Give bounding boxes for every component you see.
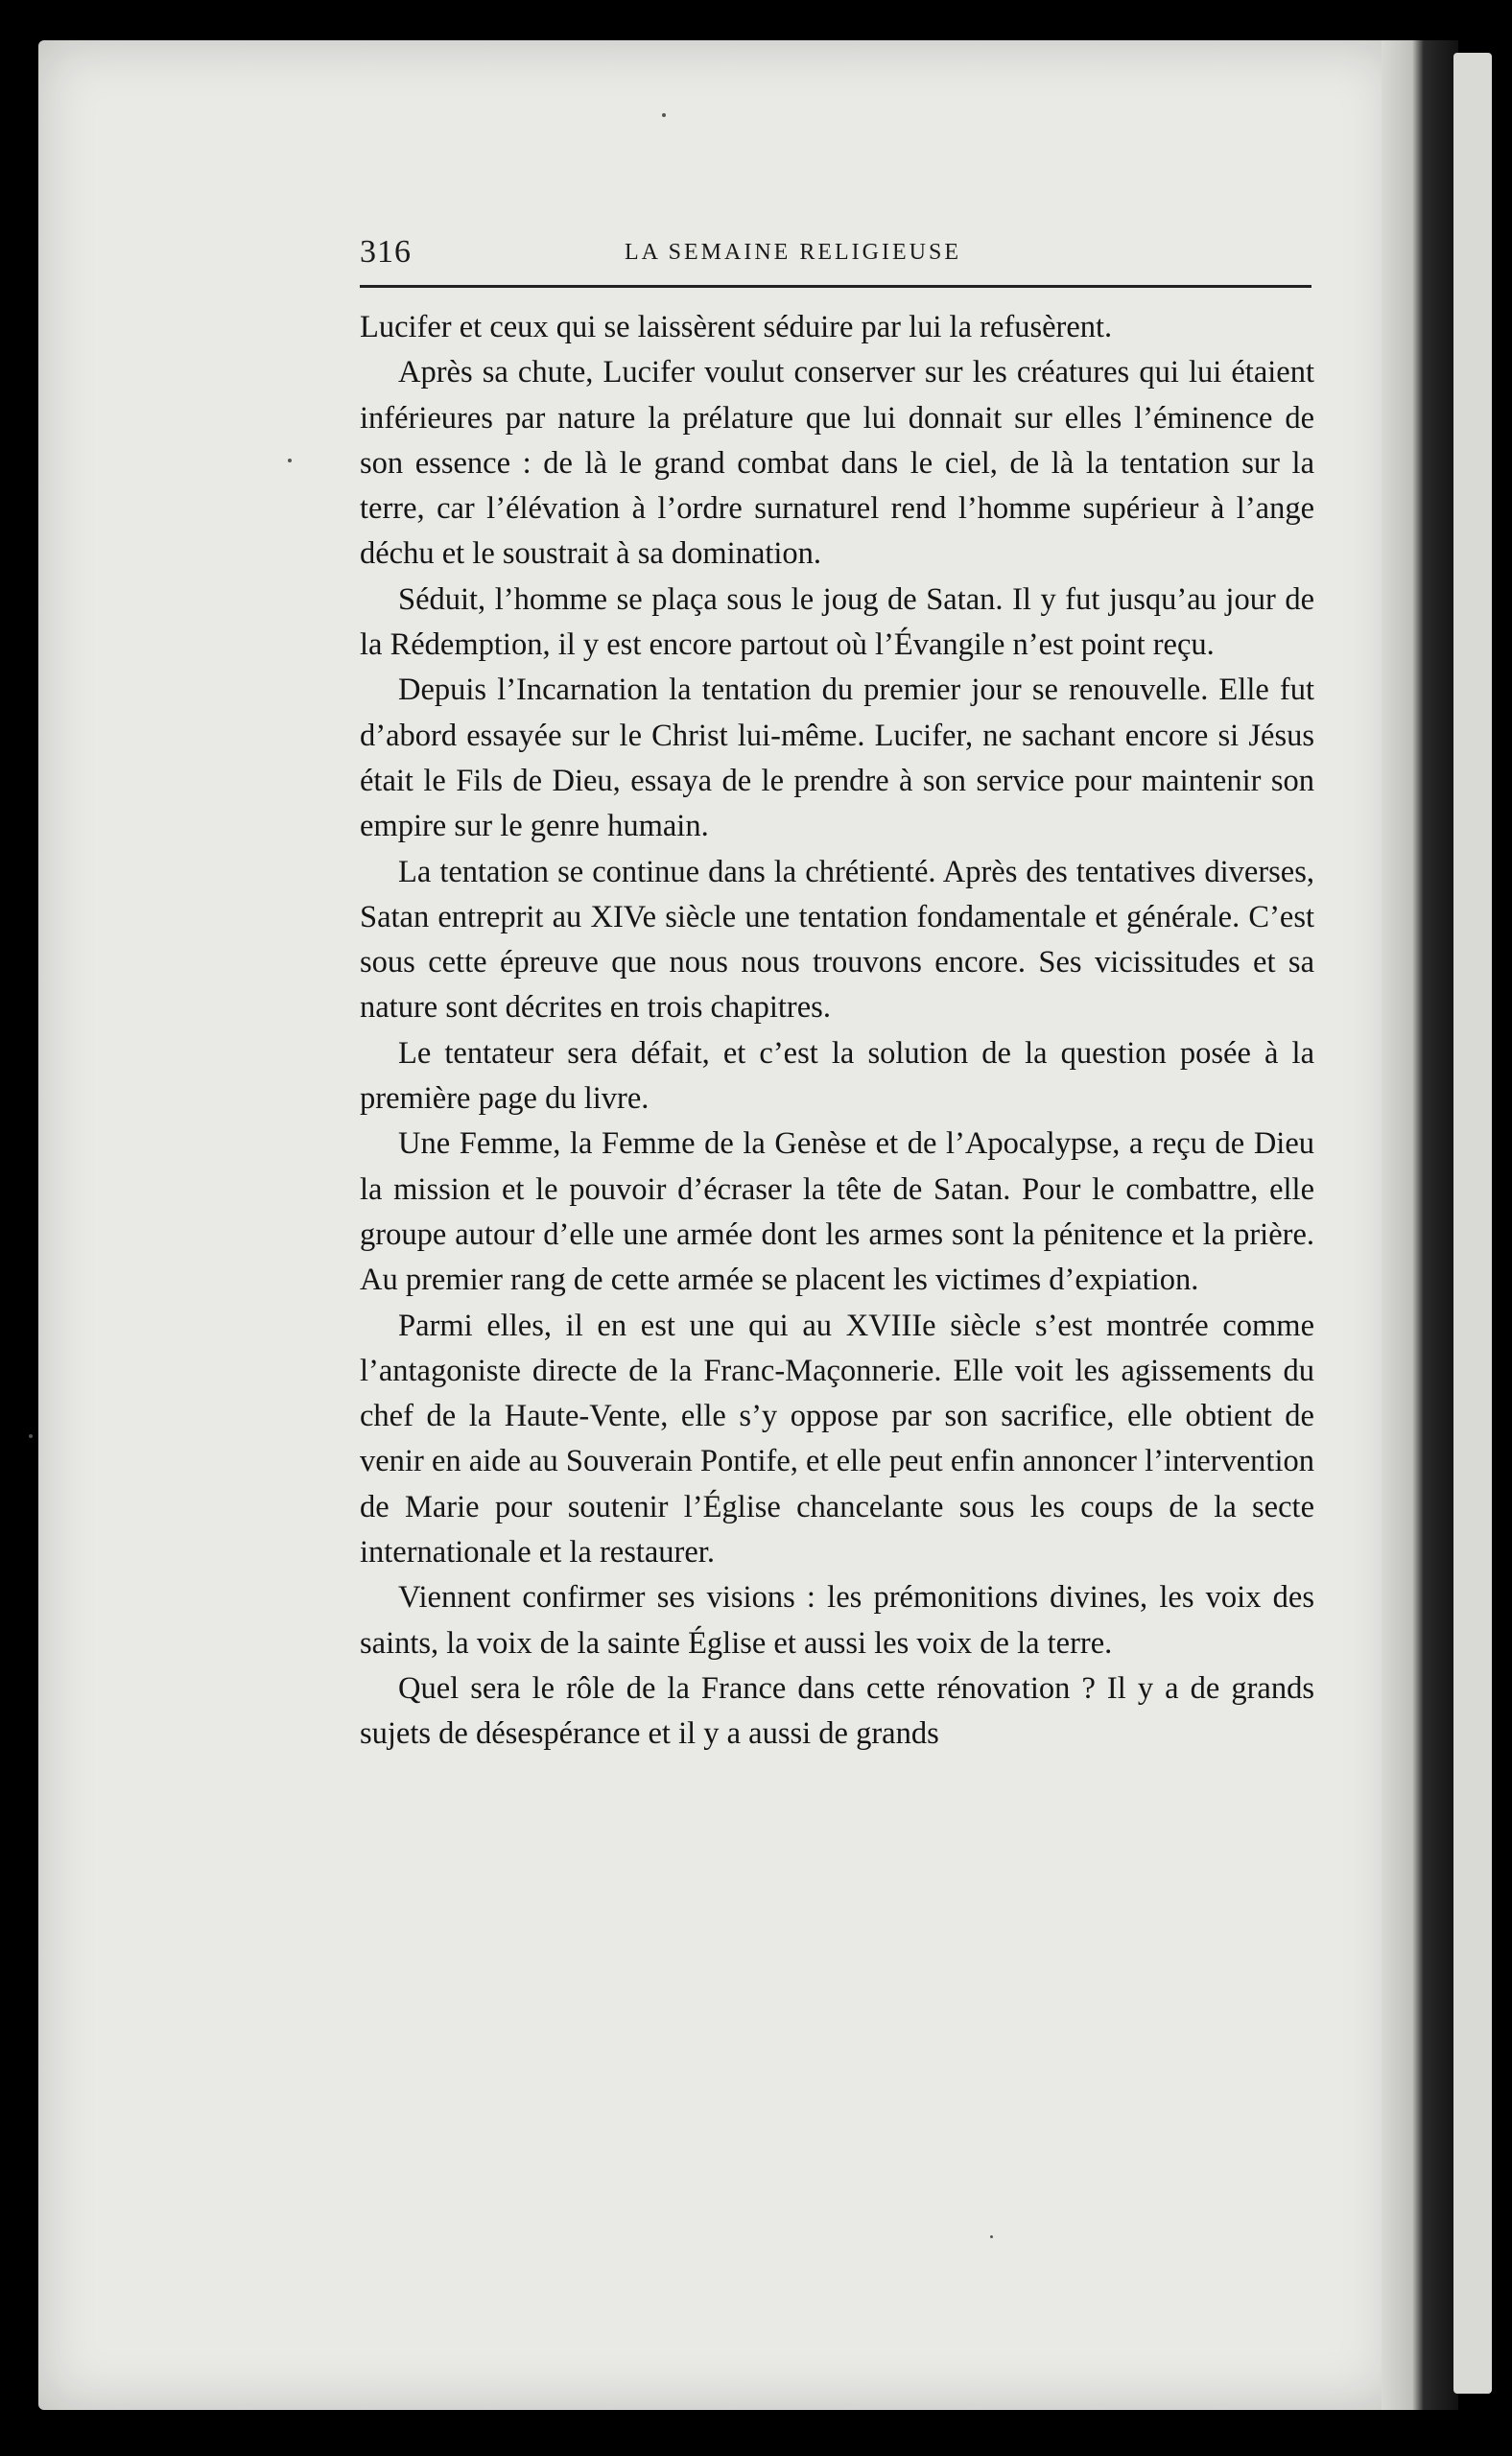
paragraph: Lucifer et ceux qui se laissèrent séduire par lui la refusèrent.	[360, 310, 1113, 344]
scan-speck	[662, 113, 666, 117]
header-rule	[360, 285, 1311, 288]
paragraph: Après sa chute, Lucifer voulut conserver sur les créatures qui lui étaient inférieures par nature la prélature que lui donnait sur elles l’éminence de son essence : de là le grand combat dans le ciel, de là la tentation sur la terre, car l’élévation à l’ordre surnaturel rend l’homme supérieur à l’ange déchu et le soustrait à sa domination.	[360, 355, 1314, 572]
paragraph: Le tentateur sera défait, et c’est la solution de la question posée à la première page du livre.	[360, 1035, 1314, 1117]
paragraph: La tentation se continue dans la chrétienté. Après des tentatives diverses, Satan entreprit au XIVe siècle une tentation fondamentale et générale. C’est sous cette épreuve que nous nous trouvons encore. Ses vicissitudes et sa nature sont décrites en trois chapitres.	[360, 854, 1314, 1026]
paragraph: Une Femme, la Femme de la Genèse et de l’Apocalypse, a reçu de Dieu la mission et le pouvoir d’écraser la tête de Satan. Pour le combattre, elle groupe autour d’elle une armée dont les armes sont la pénitence et la prière. Au premier rang de cette armée se placent les victimes d’expiation.	[360, 1126, 1314, 1298]
body-text	[360, 305, 1314, 1758]
running-title: LA SEMAINE RELIGIEUSE	[625, 240, 961, 265]
adjacent-page-edge	[1453, 53, 1492, 2394]
page-number: 316	[360, 234, 412, 270]
scan-speck	[990, 2235, 993, 2238]
book-gutter	[1382, 40, 1458, 2410]
paragraph: Quel sera le rôle de la France dans cette rénovation ? Il y a de grands sujets de désespérance et il y a aussi de grands	[360, 1670, 1314, 1752]
paragraph: Parmi elles, il en est une qui au XVIIIe siècle s’est montrée comme l’antagoniste directe de la Franc-Maçonnerie. Elle voit les agissements du chef de la Haute-Vente, elle s’y oppose par son sacrifice, elle obtient de venir en aide au Souverain Pontife, et elle peut enfin annoncer l’intervention de Marie pour soutenir l’Église chancelante sous les coups de la secte internationale et la restaurer.	[360, 1308, 1314, 1570]
scan-speck	[288, 459, 292, 462]
paragraph: Viennent confirmer ses visions : les prémonitions divines, les voix des saints, la voix de la sainte Église et aussi les voix de la terre.	[360, 1580, 1314, 1661]
page-header	[360, 234, 1311, 288]
scan-speck	[29, 1434, 33, 1438]
paragraph: Séduit, l’homme se plaça sous le joug de Satan. Il y fut jusqu’au jour de la Rédemption, il y est encore partout où l’Évangile n’est point reçu.	[360, 581, 1314, 663]
paragraph: Depuis l’Incarnation la tentation du premier jour se renouvelle. Elle fut d’abord essayée sur le Christ lui-même. Lucifer, ne sachant encore si Jésus était le Fils de Dieu, essaya de le prendre à son service pour maintenir son empire sur le genre humain.	[360, 673, 1314, 844]
